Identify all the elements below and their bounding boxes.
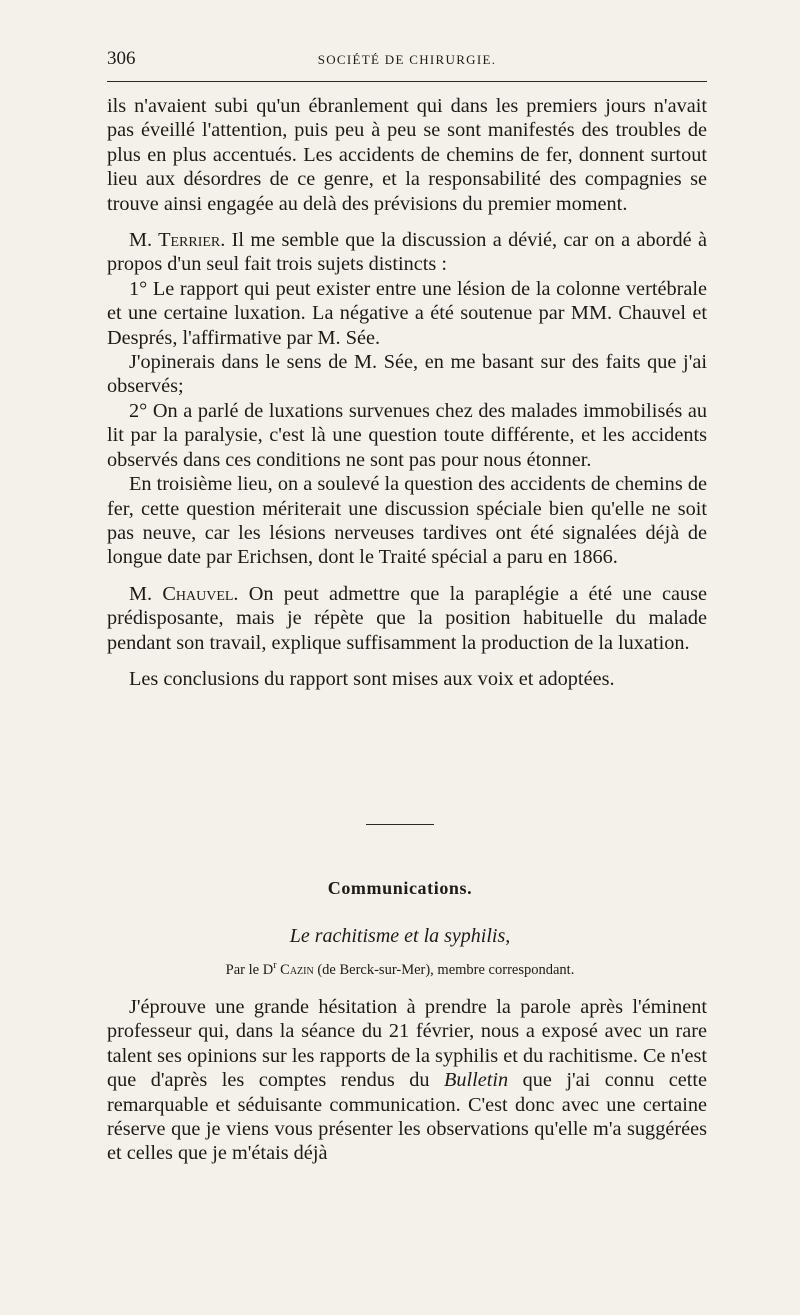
- body-text: [107, 94, 707, 691]
- paragraph-chauvel-text: On peut admettre que la paraplégie a été une cause prédisposante, mais je répète que la position habituelle du malade pendant son travail, explique suffisamment la production de la luxation.: [107, 582, 707, 654]
- page-header: [107, 48, 707, 72]
- paragraph-conclusions: Les conclusions du rapport sont mises aux voix et adoptées.: [129, 667, 615, 690]
- speaker-terrier: M. Terrier.: [129, 229, 226, 252]
- paragraph-opinion: J'opinerais dans le sens de M. Sée, en me basant sur des faits que j'ai observés;: [107, 351, 707, 398]
- paragraph-point-two: 2° On a parlé de luxations survenues chez des malades immobilisés au lit par la paralysie, c'est là une question toute différente, et les accidents observés dans ces conditions ne sont pas pour nous étonner.: [107, 399, 707, 471]
- paragraph-terrier-text: Il me semble que la discussion a dévié, car on a abordé à propos d'un seul fait trois sujets distincts :: [107, 229, 708, 276]
- article-byline: [0, 960, 800, 979]
- running-title: SOCIÉTÉ DE CHIRURGIE.: [317, 52, 497, 67]
- article-text-part2: que j'ai connu cette remarquable et séduisante communication. C'est donc avec une certaine réserve que je viens vous présenter les observations qu'elle m'a suggérées et celles que je m'étais déjà: [107, 1069, 707, 1165]
- paragraph-point-three: En troisième lieu, on a soulevé la question des accidents de chemins de fer, cette question mériterait une discussion spéciale bien qu'elle ne soit pas neuve, car les lésions nerveuses tardives ont été signalées déjà de longue date par Erichsen, dont le Traité spécial a paru en 1866.: [107, 473, 707, 569]
- byline-suffix: (de Berck-sur-Mer), membre correspondant.: [313, 961, 575, 978]
- bulletin-title: Bulletin: [443, 1069, 509, 1092]
- section-heading: Communications.: [327, 878, 473, 898]
- byline-superscript: r: [273, 960, 277, 971]
- article-title: Le rachitisme et la syphilis,: [289, 925, 511, 947]
- header-rule: [107, 81, 707, 82]
- paragraph-point-one: 1° Le rapport qui peut exister entre une lésion de la colonne vertébrale et une certaine luxation. La négative a été soutenue par MM. Chauvel et Després, l'affirmative par M. Sée.: [107, 277, 707, 349]
- paragraph-chauvel: [107, 582, 707, 655]
- byline-author: Cazin: [276, 961, 314, 978]
- article-paragraph: [107, 995, 707, 1166]
- article-text-part1: J'éprouve une grande hésitation à prendre la parole après l'éminent professeur qui, dans la séance du 21 février, nous a exposé avec un rare talent ses opinions sur les rapports de la syphilis et du rachitisme. Ce n'est que d'après les comptes rendus du: [107, 996, 707, 1092]
- section-divider: [366, 824, 434, 825]
- paragraph-continuation: ils n'avaient subi qu'un ébranlement qui dans les premiers jours n'avait pas éveillé l'attention, puis peu à peu se sont manifestés des troubles de plus en plus accentués. Les accidents de chemins de fer, donnent surtout lieu aux désordres de ce genre, et la responsabilité des compagnies se trouve ainsi engagée au delà des prévisions du premier moment.: [107, 95, 707, 215]
- page-number: 306: [107, 48, 136, 69]
- paragraph-terrier: [107, 228, 707, 277]
- article-body: [107, 995, 707, 1166]
- speaker-chauvel: M. Chauvel.: [129, 582, 239, 605]
- byline-prefix: Par le D: [225, 961, 274, 978]
